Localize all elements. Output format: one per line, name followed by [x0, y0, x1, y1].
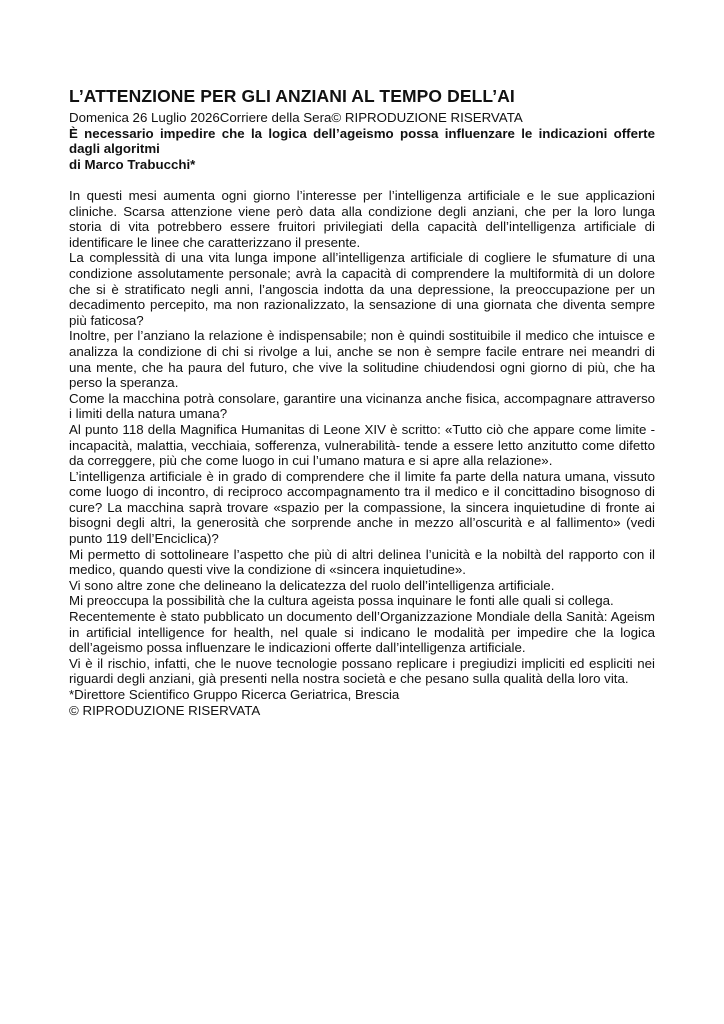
- paragraph: La complessità di una vita lunga impone all’intelligenza artificiale di cogliere le sfumature di una condizione assolutamente personale; avrà la capacità di comprendere la multiformità di un dolore che si è stratificato negli anni, l’angoscia indotta da una depressione, la preoccupazione per un decadimento percepito, ma non razionalizzato, la sensazione di una giornata che diventa sempre più faticosa?: [69, 250, 655, 328]
- copyright-notice: © RIPRODUZIONE RISERVATA: [69, 702, 261, 718]
- paragraph: Recentemente è stato pubblicato un documento dell’Organizzazione Mondiale della Sanità: Ageism in artificial intelligence for health, nel quale si indicano le modalità per impedire che la logica dell’ageismo possa influenzare le indicazioni offerte dall’intelligenza artificiale.: [69, 609, 655, 656]
- paragraph: Mi permetto di sottolineare l’aspetto che più di altri delinea l’unicità e la nobiltà del rapporto con il medico, quando questi vive la condizione di «sincera inquietudine».: [69, 546, 655, 578]
- article-body: [69, 188, 655, 687]
- paragraph: Come la macchina potrà consolare, garantire una vicinanza anche fisica, accompagnare attraverso i limiti della natura umana?: [69, 390, 655, 422]
- author-footnote: *Direttore Scientifico Gruppo Ricerca Geriatrica, Brescia: [69, 687, 400, 702]
- paragraph: In questi mesi aumenta ogni giorno l’interesse per l’intelligenza artificiale e le sue applicazioni cliniche. Scarsa attenzione viene però data alla condizione degli anziani, che per la loro lunga storia di vita potrebbero essere fruitori privilegiati della capacità dell’intelligenza artificiale di identificare le linee che caratterizzano il presente.: [69, 188, 655, 250]
- article-author: di Marco Trabucchi*: [69, 156, 196, 172]
- article: [69, 86, 655, 718]
- paragraph: Inoltre, per l’anziano la relazione è indispensabile; non è quindi sostituibile il medico che intuisce e analizza la condizione di chi si rivolge a lui, anche se non è sempre facile entrare nei meandri di una mente, che ha paura del futuro, che vive la solitudine chiudendosi ogni giorno di più, che ha perso la speranza.: [69, 328, 655, 391]
- paragraph: Vi è il rischio, infatti, che le nuove tecnologie possano replicare i pregiudizi impliciti ed espliciti nei riguardi degli anziani, già presenti nella nostra società e che pesano sulla qualità della loro vita.: [69, 655, 655, 687]
- article-title: L’ATTENZIONE PER GLI ANZIANI AL TEMPO DELL’AI: [69, 86, 515, 106]
- paragraph: Mi preoccupa la possibilità che la cultura ageista possa inquinare le fonti alle quali si collega.: [69, 593, 614, 609]
- paragraph: Al punto 118 della Magnifica Humanitas di Leone XIV è scritto: «Tutto ciò che appare come limite -incapacità, malattia, vecchiaia, sofferenza, vulnerabilità- tende a essere letto anzitutto come difetto da correggere, più che come luogo in cui l’umano matura e si apre alla relazione».: [69, 421, 655, 469]
- paragraph: L’intelligenza artificiale è in grado di comprendere che il limite fa parte della natura umana, vissuto come luogo di incontro, di reciproco accompagnamento tra il medico e il concittadino bisognoso di cure? La macchina saprà trovare «spazio per la compassione, la sincera inquietudine di fronte ai bisogni degli altri, la generosità che sorprende anche in mezzo all’oscurità e al fallimento» (vedi punto 119 dell’Enciclica)?: [69, 468, 655, 547]
- paragraph: Vi sono altre zone che delineano la delicatezza del ruolo dell’intelligenza artificiale.: [69, 577, 555, 593]
- article-subtitle: È necessario impedire che la logica dell’ageismo possa influenzare le indicazioni offerte dagli algoritmi: [69, 125, 655, 156]
- article-dateline: Domenica 26 Luglio 2026Corriere della Sera© RIPRODUZIONE RISERVATA: [69, 110, 523, 125]
